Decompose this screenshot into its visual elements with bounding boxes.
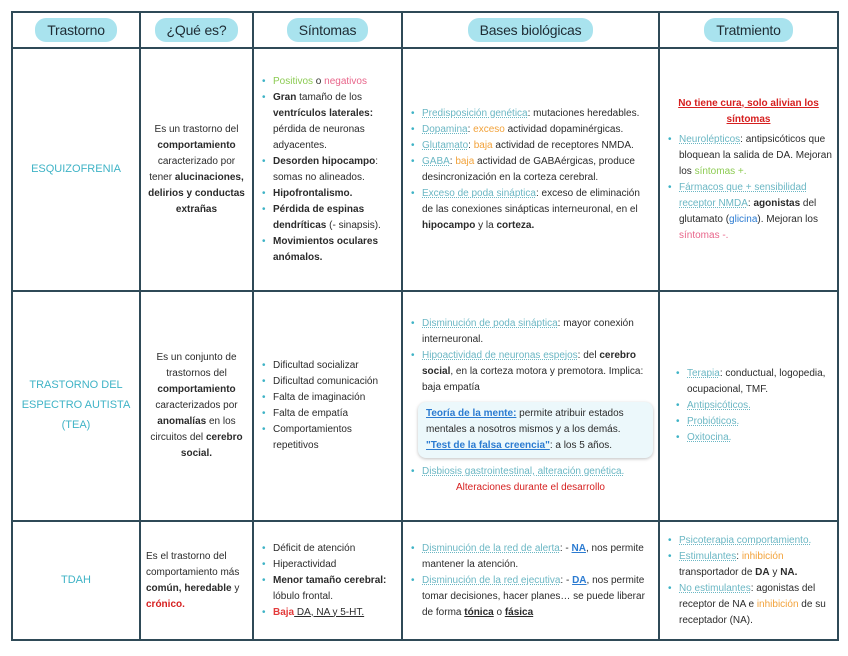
list-text: : del: [577, 350, 600, 361]
list-text: :: [449, 155, 456, 167]
bases-footnote: Alteraciones durante el desarrollo: [456, 482, 605, 493]
list-item: [422, 154, 653, 186]
list-text: :: [467, 123, 474, 135]
list-item: • Comportamientos repetitivos: [273, 422, 396, 454]
que-es-text: caracterizados por: [155, 400, 238, 411]
list-bold: ventrículos laterales:: [273, 107, 374, 119]
term: Terapia: [687, 368, 720, 379]
list-text: , en la corteza motora y premotora. Implica: baja empatía: [422, 366, 644, 393]
list-bold: Pérdida de espinas dendríticas: [273, 203, 365, 231]
list-bold: NA.: [780, 566, 798, 578]
box-text: : a los 5 años.: [549, 440, 613, 451]
highlight-text: NA: [571, 542, 586, 554]
list-text: : -: [559, 542, 572, 554]
header-que-es: ¿Qué es?: [155, 18, 239, 42]
list-bold: Gran: [273, 91, 297, 103]
bases-list: [408, 316, 653, 396]
list-text: :: [736, 550, 742, 562]
list-item: [679, 533, 832, 549]
list-text: actividad de receptores NMDA.: [492, 139, 634, 151]
list-text: : antipsicóticos que bloquean la salida de DA. Mejoran los: [679, 133, 832, 177]
list-text: ). Mejoran los: [757, 213, 818, 225]
tratamiento-list: [665, 132, 832, 244]
header-cell-que-es: [140, 12, 253, 48]
list-item: [422, 348, 653, 396]
que-es-bold: anomalías: [157, 416, 207, 427]
list-text: actividad de GABAérgicas, produce desincronización en la corteza cerebral.: [422, 155, 635, 183]
list-item: [273, 186, 396, 202]
que-es-cell: [140, 291, 253, 521]
list-text: del glutamato (: [679, 197, 817, 225]
box-text: permite atribuir estados mentales a nosotros mismos y a los demás.: [426, 408, 624, 435]
term: Disminución de poda sináptica: [422, 318, 558, 329]
list-bold: DA: [755, 566, 770, 578]
term: Psicoterapia comportamiento.: [679, 534, 812, 546]
term: Probióticos.: [687, 416, 740, 427]
header-tratamiento: Tratmiento: [704, 18, 792, 42]
disorders-table-wrapper: [11, 11, 837, 641]
bases-cell: [402, 521, 659, 640]
list-text: :: [468, 139, 474, 151]
term: Hipoactividad de neuronas espejos: [422, 350, 578, 361]
header-sintomas: Síntomas: [287, 18, 369, 42]
tratamiento-cell: [659, 521, 838, 640]
header-cell-tratamiento: [659, 12, 838, 48]
term: Oxitocina.: [687, 432, 732, 443]
disorder-name: TRASTORNO DEL ESPECTRO AUTISTA (TEA): [12, 291, 140, 521]
list-bold: Hipofrontalismo.: [273, 187, 353, 199]
list-item: [687, 414, 832, 430]
list-item: [679, 132, 832, 180]
term: Fármacos que + sensibilidad receptor NMDA: [679, 181, 807, 209]
que-es-bold: comportamiento: [157, 139, 236, 151]
sintomas-list: [259, 541, 396, 621]
list-text: pérdida de neuronas adyacentes.: [273, 123, 365, 151]
tratamiento-list: [665, 533, 832, 629]
list-bold: corteza.: [496, 219, 535, 231]
list-text: , nos permite mantener la atención.: [422, 542, 644, 570]
list-text: actividad dopaminérgicas.: [504, 123, 624, 135]
list-item: • Dificultad socializar: [273, 358, 396, 374]
list-item: [422, 464, 653, 480]
list-bold: tónica: [464, 606, 494, 618]
bases-cell: [402, 291, 659, 521]
list-item: [422, 541, 653, 573]
list-item: [422, 122, 653, 138]
term: Glutamato: [422, 139, 469, 151]
list-item: [422, 573, 653, 621]
bases-list: [408, 106, 653, 234]
que-es-text: Es el trastorno del comportamiento más: [146, 550, 240, 578]
list-item: [273, 202, 396, 234]
list-bold: Movimientos oculares anómalos.: [273, 235, 379, 263]
list-text: o: [493, 606, 505, 618]
term: No estimulantes: [679, 582, 751, 594]
list-text: , nos permite tomar decisiones, hacer planes… se puede liberar de forma: [422, 574, 645, 618]
term: Predisposición genética: [422, 107, 528, 119]
que-es-highlight: crónico.: [146, 598, 185, 610]
header-cell-sintomas: [253, 12, 402, 48]
que-es-text: Es un trastorno del: [154, 123, 239, 135]
que-es-bold: cerebro social.: [180, 432, 243, 459]
sintomas-cell: [253, 48, 402, 291]
highlight-text: DA: [572, 574, 587, 586]
header-row: [12, 12, 838, 48]
list-item: [687, 366, 832, 398]
bases-cell: [402, 48, 659, 291]
que-es-text: caracterizado por tener: [149, 155, 236, 183]
list-bold: fásica: [504, 606, 534, 618]
row-esquizofrenia: [12, 48, 838, 291]
list-text: transportador de: [679, 566, 756, 578]
list-text: y la: [475, 219, 497, 231]
highlight-text: síntomas -.: [679, 229, 729, 241]
disorders-table: [11, 11, 839, 641]
header-cell-trastorno: [12, 12, 140, 48]
term: Disminución de la red de alerta: [422, 542, 560, 554]
list-item: • Hiperactividad: [273, 557, 396, 573]
tratamiento-cell: [659, 291, 838, 521]
list-bold: Menor tamaño cerebral:: [273, 574, 387, 586]
list-bold: agonistas: [753, 197, 801, 209]
list-text: (- sinapsis).: [326, 219, 381, 231]
list-item: [422, 106, 653, 122]
highlight-text: baja: [455, 155, 475, 167]
list-text: DA, NA y 5-HT.: [294, 606, 365, 618]
list-text: tamaño de los: [296, 91, 362, 103]
que-es-text: Es un conjunto de trastornos del: [156, 352, 237, 379]
list-text: lóbulo frontal.: [273, 590, 334, 602]
que-es-cell: [140, 48, 253, 291]
list-item: [422, 316, 653, 348]
list-text: : mayor conexión interneuronal.: [422, 318, 634, 345]
highlight-text: inhibición: [756, 598, 799, 610]
list-text: : conductual, logopedia, ocupacional, TMF.: [687, 368, 826, 395]
que-es-text: y: [231, 582, 240, 594]
term: Disbiosis gastrointestinal, alteración genética.: [422, 466, 625, 477]
list-item: [273, 234, 396, 266]
list-item: [273, 90, 396, 154]
term: Exceso de poda sináptica: [422, 187, 536, 199]
theory-of-mind-box: [418, 402, 653, 458]
list-text: : -: [560, 574, 573, 586]
term: Neurolépticos: [679, 133, 741, 145]
highlight-text: glicina: [729, 213, 758, 225]
list-bold: cerebro social: [422, 350, 637, 377]
sintomas-cell: [253, 521, 402, 640]
highlight-text: exceso: [473, 123, 505, 135]
term: Dopamina: [422, 123, 468, 135]
box-title: Teoría de la mente:: [426, 408, 517, 419]
list-item: • Dificultad comunicación: [273, 374, 396, 390]
disorder-name: TDAH: [12, 521, 140, 640]
list-text: de su receptador (NA).: [679, 598, 826, 626]
row-tea: [12, 291, 838, 521]
list-item: [422, 186, 653, 234]
list-bold: Desorden hipocampo: [273, 155, 376, 167]
list-item: • Falta de empatía: [273, 406, 396, 422]
term: Antipsicóticos.: [687, 400, 751, 411]
term: Estimulantes: [679, 550, 737, 562]
highlight-text: inhibición: [741, 550, 784, 562]
list-item: [679, 180, 832, 244]
sintomas-cell: [253, 291, 402, 521]
positivos-text: Positivos: [273, 75, 314, 87]
list-item: [273, 154, 396, 186]
list-text: : agonistas del receptor de NA e: [679, 582, 816, 610]
list-item: • Déficit de atención: [273, 541, 396, 557]
bases-list-2: [408, 464, 653, 480]
tratamiento-cell: [659, 48, 838, 291]
list-item: [687, 398, 832, 414]
header-cell-bases: [402, 12, 659, 48]
que-es-text: en los circuitos del: [150, 416, 236, 443]
tratamiento-list: [665, 366, 832, 446]
bases-list: [408, 541, 653, 621]
list-text: : mutaciones heredables.: [527, 107, 640, 119]
list-item: [273, 74, 396, 90]
list-text: : exceso de eliminación de las conexiones sinápticas interneuronal, en el: [422, 187, 640, 215]
row-tdah: [12, 521, 838, 640]
list-item: [687, 430, 832, 446]
list-text: :: [747, 197, 754, 209]
list-text: o: [313, 75, 325, 87]
list-text: : somas no alineados.: [273, 155, 379, 183]
list-item: • Falta de imaginación: [273, 390, 396, 406]
list-item: [679, 549, 832, 581]
tratamiento-heading: No tiene cura, solo alivian los síntomas: [678, 97, 819, 125]
header-trastorno: Trastorno: [35, 18, 117, 42]
list-item: [679, 581, 832, 629]
negativos-text: negativos: [324, 75, 367, 87]
que-es-bold: comportamiento: [157, 384, 236, 395]
list-text: y: [769, 566, 781, 578]
list-item: [273, 605, 396, 621]
box-test: "Test de la falsa creencia": [426, 440, 550, 451]
list-bold: hipocampo: [422, 219, 476, 231]
sintomas-list: [259, 74, 396, 266]
list-item: [422, 138, 653, 154]
que-es-bold: común, heredable: [146, 582, 232, 594]
highlight-text: síntomas +.: [694, 165, 747, 177]
disorder-name: ESQUIZOFRENIA: [12, 48, 140, 291]
sintomas-list: [259, 358, 396, 454]
list-item: [273, 573, 396, 605]
header-bases: Bases biológicas: [468, 18, 594, 42]
term: GABA: [422, 155, 450, 167]
highlight-text: Baja: [273, 606, 295, 618]
que-es-cell: [140, 521, 253, 640]
term: Disminución de la red ejecutiva: [422, 574, 561, 586]
highlight-text: baja: [473, 139, 493, 151]
que-es-bold: alucinaciones, delirios y conductas extrañas: [148, 171, 245, 215]
